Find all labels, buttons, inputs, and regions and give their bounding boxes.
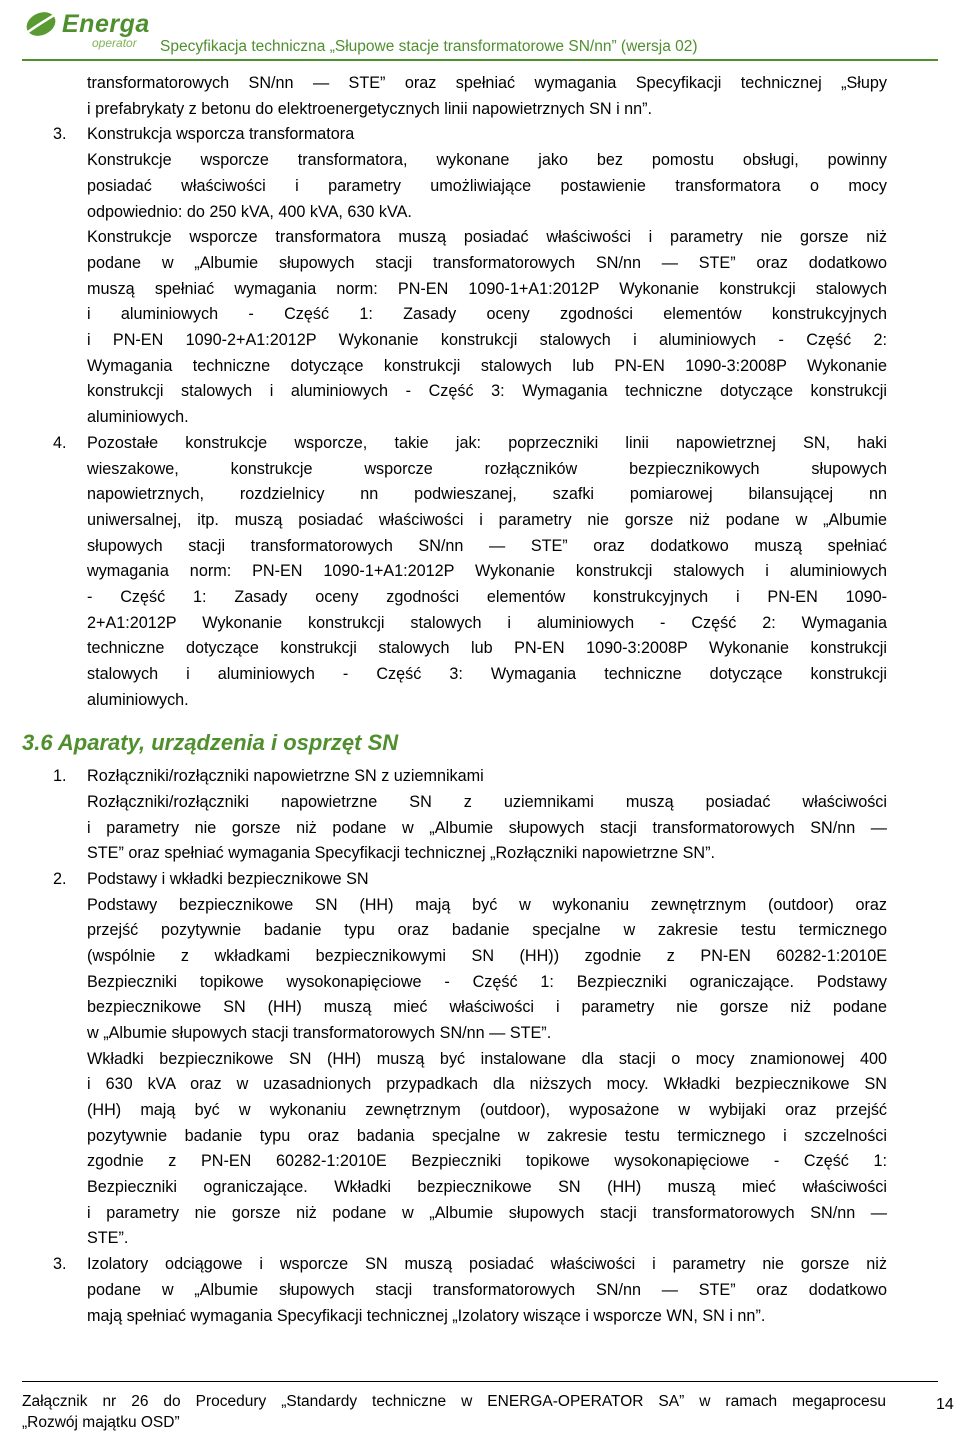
paragraph-line: muszą spełniać wymagania norm: PN-EN 1090-1+A1:2012P Wykonanie konstrukcji stalowych	[87, 280, 887, 298]
paragraph-line: Wkładki bezpiecznikowe SN (HH) muszą być instalowane dla stacji o mocy znamionowej 400	[87, 1050, 887, 1068]
paragraph-line: 2+A1:2012P Wykonanie konstrukcji stalowych i aluminiowych - Część 2: Wymagania	[87, 614, 887, 632]
paragraph-line: Bezpieczniki topikowe wysokonapięciowe - Część 1: Bezpieczniki ograniczające. Podstawy	[87, 973, 887, 991]
header-title: Specyfikacja techniczna „Słupowe stacje transformatorowe SN/nn” (wersja 02)	[160, 38, 698, 55]
paragraph-line: Wymagania techniczne dotyczące konstrukcji stalowych lub PN-EN 1090-3:2008P Wykonanie	[87, 357, 887, 375]
paragraph-line: uniwersalnej, itp. muszą posiadać właściwości i parametry nie gorsze niż podane w „Albumie	[87, 511, 887, 529]
paragraph-line: przejść pozytywnie badanie typu oraz badanie specjalne w zakresie testu termicznego	[87, 921, 887, 939]
paragraph-line: mają spełniać wymagania Specyfikacji technicznej „Izolatory wiszące i wsporcze WN, SN i nn”.	[87, 1307, 766, 1325]
paragraph-line: podane w „Albumie słupowych stacji transformatorowych SN/nn — STE” oraz dodatkowo	[87, 1281, 887, 1299]
paragraph-line: stalowych i aluminiowych - Część 3: Wymagania techniczne dotyczące konstrukcji	[87, 665, 887, 683]
paragraph-line: Konstrukcje wsporcze transformatora, wykonane jako bez pomostu obsługi, powinny	[87, 151, 887, 169]
paragraph-line: zgodnie z PN-EN 60282-1:2010E Bezpieczniki topikowe wysokonapięciowe - Część 1:	[87, 1152, 887, 1170]
paragraph-line: i parametry nie gorsze niż podane w „Albumie słupowych stacji transformatorowych SN/nn —	[87, 819, 887, 837]
list-item-title: Rozłączniki/rozłączniki napowietrzne SN z uziemnikami	[87, 767, 484, 785]
footer-divider	[22, 1381, 938, 1382]
paragraph-line: podane w „Albumie słupowych stacji transformatorowych SN/nn — STE” oraz dodatkowo	[87, 254, 887, 272]
paragraph-line: i aluminiowych - Część 1: Zasady oceny zgodności elementów konstrukcyjnych	[87, 305, 887, 323]
paragraph-line: Rozłączniki/rozłączniki napowietrzne SN z uziemnikami muszą posiadać właściwości	[87, 793, 887, 811]
paragraph-line: napowietrznych, rozdzielnicy nn podwieszanej, szafki pomiarowej bilansującej nn	[87, 485, 887, 503]
paragraph-line: konstrukcji stalowych i aluminiowych - Część 3: Wymagania techniczne dotyczące konstrukcji	[87, 382, 887, 400]
paragraph-line: i prefabrykaty z betonu do elektroenergetycznych linii napowietrznych SN i nn”.	[87, 100, 653, 118]
header-divider	[22, 59, 938, 61]
paragraph-line: - Część 1: Zasady oceny zgodności elementów konstrukcyjnych i PN-EN 1090-	[87, 588, 887, 606]
paragraph-line: (wspólnie z wkładkami bezpiecznikowymi SN (HH)) zgodnie z PN-EN 60282-1:2010E	[87, 947, 887, 965]
paragraph-line: techniczne dotyczące konstrukcji stalowych lub PN-EN 1090-3:2008P Wykonanie konstrukcji	[87, 639, 887, 657]
page-number: 14	[936, 1396, 954, 1413]
paragraph-line: STE”.	[87, 1229, 129, 1247]
paragraph-line: słupowych stacji transformatorowych SN/nn — STE” oraz dodatkowo muszą spełniać	[87, 537, 887, 555]
paragraph-line: aluminiowych.	[87, 408, 189, 426]
leaf-icon	[24, 6, 60, 42]
paragraph-line: w „Albumie słupowych stacji transformatorowych SN/nn — STE”.	[87, 1024, 552, 1042]
paragraph-line: Podstawy bezpiecznikowe SN (HH) mają być w wykonaniu zewnętrznym (outdoor) oraz	[87, 896, 887, 914]
paragraph-line: aluminiowych.	[87, 691, 189, 709]
list-number: 3.	[53, 125, 67, 143]
list-number: 2.	[53, 870, 67, 888]
paragraph-line: transformatorowych SN/nn — STE” oraz spełniać wymagania Specyfikacji technicznej „Słupy	[87, 74, 887, 92]
paragraph-line: bezpiecznikowe SN (HH) muszą mieć właściwości i parametry nie gorsze niż podane	[87, 998, 887, 1016]
logo-word: Energa	[62, 10, 150, 38]
list-number: 1.	[53, 767, 67, 785]
footer-text: Załącznik nr 26 do Procedury „Standardy techniczne w ENERGA-OPERATOR SA” w ramach megaprocesu	[22, 1393, 886, 1410]
paragraph-line: Konstrukcje wsporcze transformatora muszą posiadać właściwości i parametry nie gorsze niż	[87, 228, 887, 246]
paragraph-line: Izolatory odciągowe i wsporcze SN muszą posiadać właściwości i parametry nie gorsze niż	[87, 1255, 887, 1273]
energa-logo	[24, 6, 174, 50]
paragraph-line: wieszakowe, konstrukcje wsporcze rozłączników bezpiecznikowych słupowych	[87, 460, 887, 478]
paragraph-line: i PN-EN 1090-2+A1:2012P Wykonanie konstrukcji stalowych i aluminiowych - Część 2:	[87, 331, 887, 349]
paragraph-line: Bezpieczniki ograniczające. Wkładki bezpiecznikowe SN (HH) muszą mieć właściwości	[87, 1178, 887, 1196]
footer-text: „Rozwój majątku OSD”	[22, 1414, 180, 1431]
paragraph-line: (HH) mają być w wykonaniu zewnętrznym (outdoor), wyposażone w wybijaki oraz przejść	[87, 1101, 887, 1119]
paragraph-line: i 630 kVA oraz w uzasadnionych przypadkach dla niższych mocy. Wkładki bezpiecznikowe SN	[87, 1075, 887, 1093]
section-heading: 3.6 Aparaty, urządzenia i osprzęt SN	[22, 730, 399, 755]
paragraph-line: Pozostałe konstrukcje wsporcze, takie jak: poprzeczniki linii napowietrznej SN, haki	[87, 434, 887, 452]
paragraph-line: odpowiednio: do 250 kVA, 400 kVA, 630 kVA.	[87, 203, 412, 221]
paragraph-line: wymagania norm: PN-EN 1090-1+A1:2012P Wykonanie konstrukcji stalowych i aluminiowych	[87, 562, 887, 580]
paragraph-line: posiadać właściwości i parametry umożliwiające postawienie transformatora o mocy	[87, 177, 887, 195]
list-item-title: Konstrukcja wsporcza transformatora	[87, 125, 355, 143]
paragraph-line: i parametry nie gorsze niż podane w „Albumie słupowych stacji transformatorowych SN/nn —	[87, 1204, 887, 1222]
list-number: 3.	[53, 1255, 67, 1273]
list-number: 4.	[53, 434, 67, 452]
list-item-title: Podstawy i wkładki bezpiecznikowe SN	[87, 870, 369, 888]
paragraph-line: pozytywnie badanie typu oraz badania specjalne w zakresie testu termicznego i szczelności	[87, 1127, 887, 1145]
paragraph-line: STE” oraz spełniać wymagania Specyfikacji technicznej „Rozłączniki napowietrzne SN”.	[87, 844, 715, 862]
logo-subtitle: operator	[92, 36, 137, 50]
